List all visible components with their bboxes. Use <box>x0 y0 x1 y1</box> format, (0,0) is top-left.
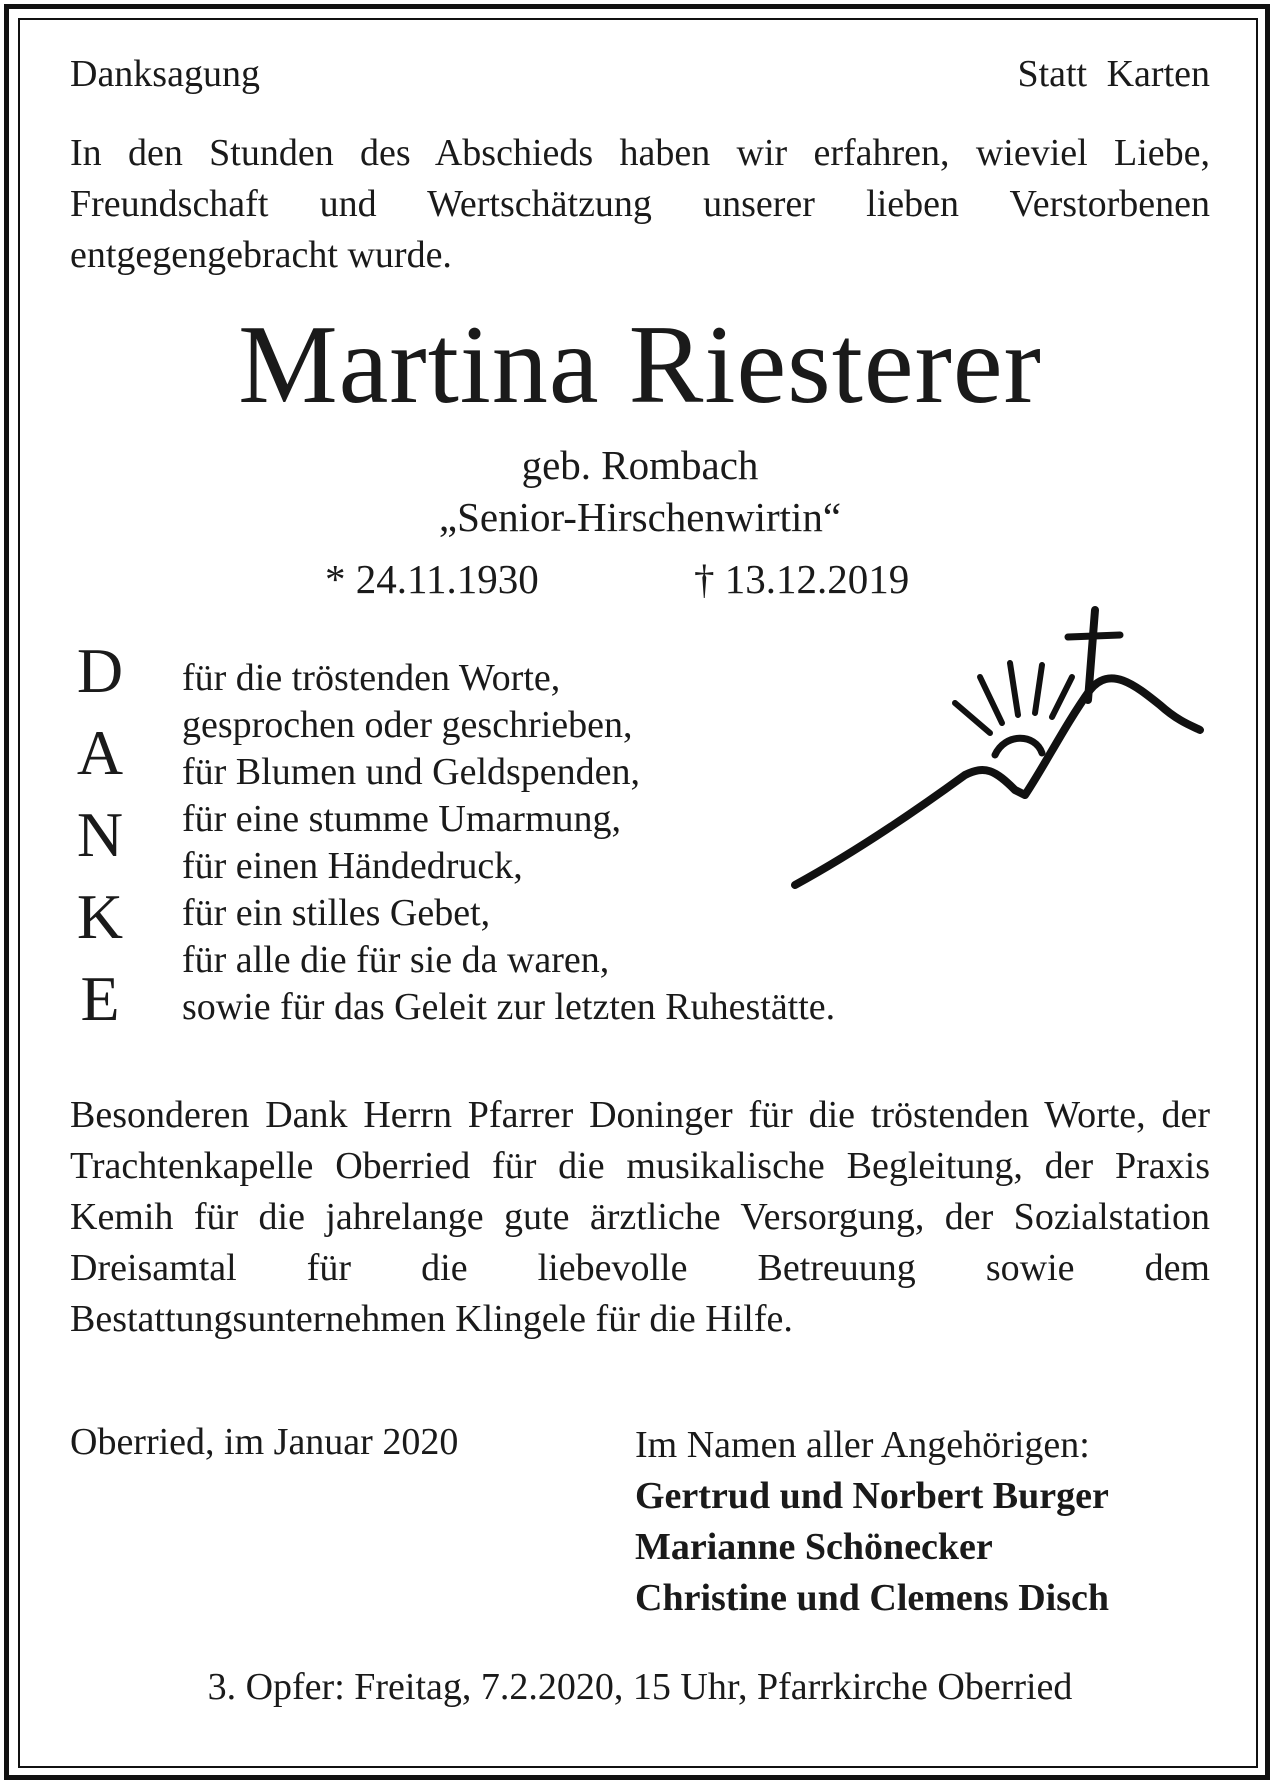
thanks-line: für ein stilles Gebet, <box>182 892 491 934</box>
danke-letter: A <box>76 717 124 788</box>
life-dates <box>0 555 1280 605</box>
mountain-sun-cross-icon <box>790 605 1210 895</box>
birth-date: * 24.11.1930 <box>325 556 539 602</box>
signature-name: Gertrud und Norbert Burger <box>635 1475 1109 1517</box>
signature-name: Marianne Schönecker <box>635 1526 993 1568</box>
thanks-line: für eine stumme Umarmung, <box>182 798 622 840</box>
thanks-line: für die tröstenden Worte, <box>182 657 561 699</box>
special-thanks-paragraph: Besonderen Dank Herrn Pfarrer Doninger für die tröstenden Worte, der Trachtenkapelle Oberried für die musikalische Begleitung, der Praxis Kemih für die jahrelange gute ärztliche Versorgung, der Sozialstation Dreisamtal für die liebevolle Betreuung sowie dem Bestattungsunternehmen Klingele für die Hilfe. <box>70 1094 1210 1340</box>
thanks-line: für alle die für sie da waren, <box>182 939 610 981</box>
danke-letter: D <box>76 635 124 706</box>
thanks-line: gesprochen oder geschrieben, <box>182 704 633 746</box>
signature-block <box>635 1420 1109 1624</box>
death-date: † 13.12.2019 <box>694 556 910 602</box>
danke-letter: E <box>80 963 120 1034</box>
danke-acrostic <box>70 630 130 1040</box>
intro-paragraph: In den Stunden des Abschieds haben wir erfahren, wieviel Liebe, Freundschaft und Wertschätzung unserer lieben Verstorbenen entgegengebracht wurde. <box>70 132 1210 276</box>
danke-letter: K <box>76 881 124 952</box>
thanks-list <box>182 655 835 1031</box>
thanks-line: für Blumen und Geldspenden, <box>182 751 641 793</box>
signature-intro: Im Namen aller Angehörigen: <box>635 1424 1090 1466</box>
nickname: „Senior-Hirschenwirtin“ <box>438 494 842 540</box>
signature-name: Christine und Clemens Disch <box>635 1577 1109 1619</box>
thanks-line: sowie für das Geleit zur letzten Ruhestätte. <box>182 986 836 1028</box>
header-label-left: Danksagung <box>70 53 260 95</box>
header-label-right: Statt Karten <box>1017 53 1210 95</box>
footer-service-info: 3. Opfer: Freitag, 7.2.2020, 15 Uhr, Pfarrkirche Oberried <box>207 1666 1073 1708</box>
danke-letter: N <box>76 799 124 870</box>
maiden-name: geb. Rombach <box>521 442 759 488</box>
deceased-name: Martina Riesterer <box>238 303 1042 427</box>
thanks-line: für einen Händedruck, <box>182 845 523 887</box>
place-date: Oberried, im Januar 2020 <box>70 1421 459 1463</box>
